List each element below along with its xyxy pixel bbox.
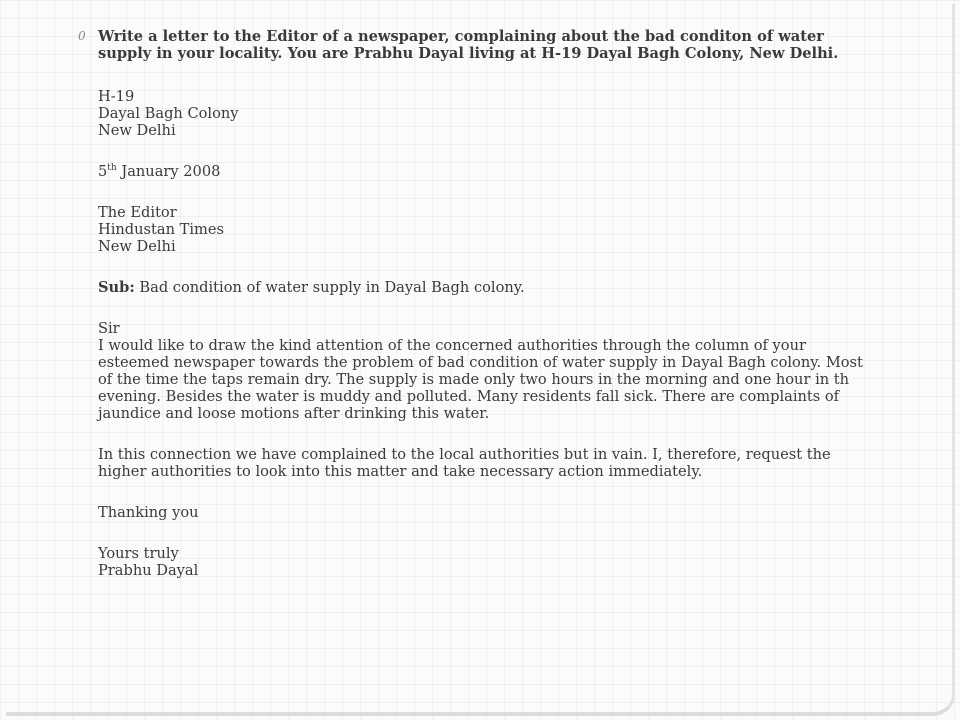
sender-address-line: H-19 bbox=[98, 88, 135, 105]
body-paragraph: In this connection we have complained to the local authorities but in vain. I, therefore, request the higher authorities to look into this matter and take necessary action immediately. bbox=[98, 446, 831, 480]
body-paragraph: I would like to draw the kind attention of the concerned authorities through the column of your esteemed newspaper towards the problem of bad condition of water supply in Dayal Bagh colony. Most of the time the taps remain dry. The supply is made only two hours in the morning and one hour in th evening. Besides the water is muddy and polluted. Many residents fall sick. There are complaints of jaundice and loose motions after drinking this water. bbox=[98, 337, 863, 422]
letter-body-2 bbox=[98, 446, 873, 480]
closing bbox=[98, 504, 873, 521]
recipient-address bbox=[98, 204, 873, 255]
sender-address-line: Dayal Bagh Colony bbox=[98, 105, 239, 122]
bullet-marker: 0 bbox=[78, 29, 86, 43]
letter-content bbox=[78, 28, 873, 603]
signoff bbox=[98, 545, 873, 579]
task-prompt bbox=[74, 28, 873, 62]
signature-name: Prabhu Dayal bbox=[98, 562, 199, 579]
sender-address-line: New Delhi bbox=[98, 122, 176, 139]
signoff-line: Yours truly bbox=[98, 545, 179, 562]
task-text: Write a letter to the Editor of a newspaper, complaining about the bad conditon of water supply in your locality. You are Prabhu Dayal living at H-19 Dayal Bagh Colony, New Delhi. bbox=[98, 28, 839, 62]
closing-text: Thanking you bbox=[98, 504, 199, 521]
recipient-line: New Delhi bbox=[98, 238, 176, 255]
subject-text: Bad condition of water supply in Dayal Bagh colony. bbox=[134, 279, 525, 296]
recipient-line: The Editor bbox=[98, 204, 177, 221]
subject-line bbox=[98, 279, 873, 296]
sender-address bbox=[98, 88, 873, 139]
date-suffix: th bbox=[107, 163, 117, 174]
salutation: Sir bbox=[98, 320, 120, 337]
subject-label: Sub: bbox=[98, 279, 135, 296]
letter-date bbox=[98, 163, 873, 180]
date-rest: January 2008 bbox=[116, 163, 221, 180]
letter-body-1 bbox=[98, 320, 873, 422]
recipient-line: Hindustan Times bbox=[98, 221, 224, 238]
date-day: 5 bbox=[98, 163, 108, 180]
